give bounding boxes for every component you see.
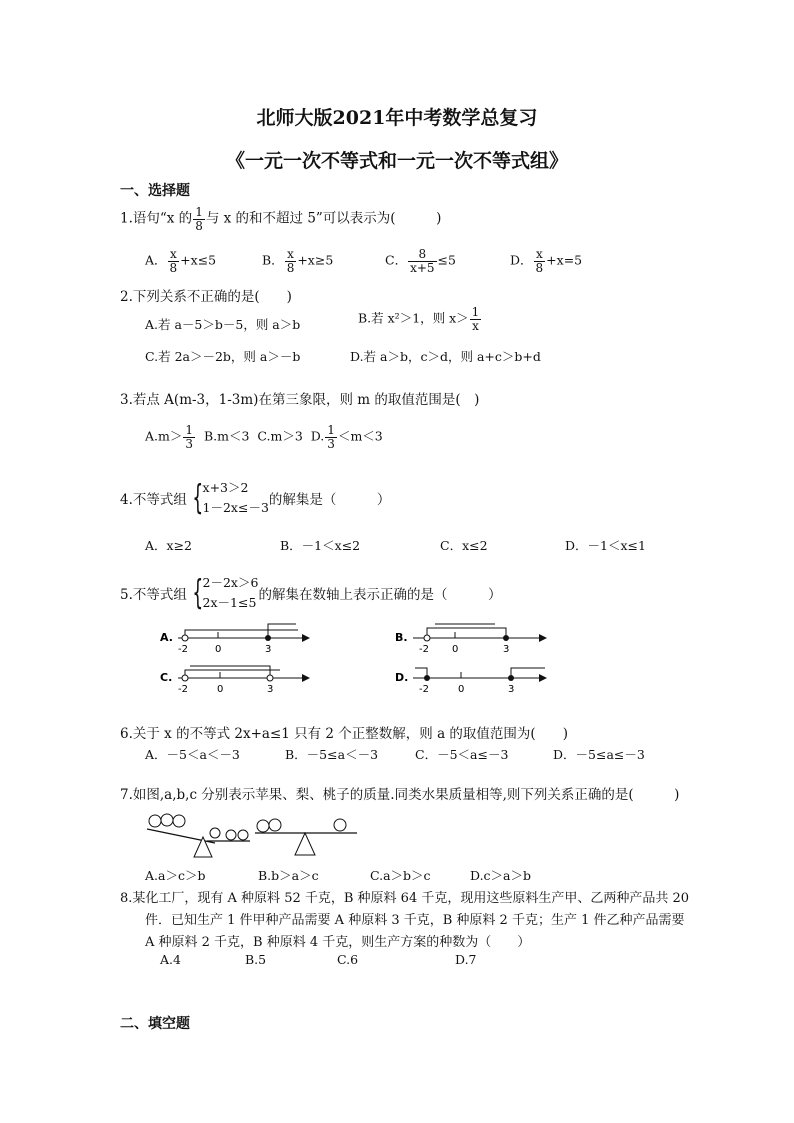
- question-5-stem: 5.不等式组 { 2－2x＞6 2x－1≤5 的解集在数轴上表示正确的是（ ）: [120, 573, 502, 613]
- q5-number-line-b: [395, 620, 555, 660]
- q4-option-c: C．x≤2: [440, 538, 488, 553]
- svg-text:-2: -2: [419, 684, 429, 695]
- svg-text:-2: -2: [178, 684, 188, 695]
- q1-suffix: 与 x 的和不超过 5”可以表示为( ): [205, 210, 442, 227]
- svg-text:B.: B.: [395, 631, 408, 644]
- page-subtitle: 《一元一次不等式和一元一次不等式组》: [225, 150, 568, 172]
- question-8-line-1: 8.某化工厂，现有 A 种原料 52 千克，B 种原料 64 千克，现用这些原料生产甲、乙两种产品共 20: [120, 891, 690, 906]
- q7-option-c: C.a＞b＞c: [370, 868, 431, 883]
- q4-option-b: B．－1＜x≤2: [280, 538, 361, 553]
- question-1-stem: [120, 206, 441, 232]
- brace-icon: {: [192, 478, 204, 518]
- svg-text:3: 3: [265, 644, 272, 655]
- q8-option-a: A.4: [160, 952, 181, 967]
- page-title: 北师大版2021年中考数学总复习: [256, 107, 538, 129]
- q5-number-line-d: [395, 660, 555, 700]
- svg-text:A.: A.: [160, 631, 173, 644]
- q7-option-a: A.a＞c＞b: [145, 868, 206, 883]
- question-7-stem: 7.如图,a,b,c 分别表示苹果、梨、桃子的质量.同类水果质量相等,则下列关系正确的是( ): [120, 787, 680, 803]
- q1-fraction: $\frac{1}{8}$: [195, 205, 203, 233]
- question-2-stem: 2.下列关系不正确的是( ): [120, 289, 292, 305]
- svg-text:3: 3: [508, 684, 515, 695]
- question-4-stem: 4.不等式组 { x+3＞2 1－2x≤－3 的解集是（ ）: [120, 478, 391, 518]
- q6-option-c: C．－5＜a≤－3: [415, 747, 509, 762]
- svg-text:D.: D.: [395, 671, 409, 684]
- q8-option-b: B.5: [245, 952, 267, 967]
- q1-prefix: 1.语句“x 的: [120, 210, 193, 227]
- svg-text:3: 3: [503, 644, 510, 655]
- q5-number-line-c: [160, 660, 320, 700]
- balance-scale-right: [255, 819, 357, 855]
- q6-option-a: A．－5＜a＜－3: [145, 747, 240, 762]
- svg-text:3: 3: [267, 684, 274, 695]
- q1-option-a: A． $\frac{x}{8}$ +x≤5: [145, 247, 217, 275]
- svg-text:0: 0: [217, 684, 224, 695]
- svg-text:0: 0: [215, 644, 222, 655]
- q6-option-b: B．－5≤a＜－3: [285, 747, 379, 762]
- q4-option-d: D．－1＜x≤1: [565, 538, 646, 553]
- balance-scales-figure: [145, 805, 360, 860]
- section-fill-heading: 二、填空题: [120, 1016, 190, 1032]
- question-8-line-2: 件．已知生产 1 件甲种产品需要 A 种原料 3 千克，B 种原料 2 千克；生产 1 件乙种产品需要: [145, 913, 685, 928]
- q1-option-d: D． $\frac{x}{8}$ +x=5: [510, 247, 583, 275]
- q2-option-a: A.若 a－5＞b－5，则 a＞b: [145, 317, 301, 332]
- question-3-stem: 3.若点 A(m-3，1-3m)在第三象限，则 m 的取值范围是( ): [120, 392, 480, 408]
- q6-option-d: D．－5≤a≤－3: [553, 747, 645, 762]
- q1-option-c: C． $\frac{8}{x+5}$ ≤5: [385, 247, 456, 275]
- q2-option-c: C.若 2a＞－2b，则 a＞－b: [145, 349, 301, 364]
- brace-icon: {: [192, 573, 204, 613]
- q7-option-b: B.b＞a＞c: [258, 868, 319, 883]
- q2-option-d: D.若 a＞b，c＞d，则 a+c＞b+d: [350, 349, 541, 364]
- section-choice-heading: 一、选择题: [120, 183, 190, 199]
- question-6-stem: 6.关于 x 的不等式 2x+a≤1 只有 2 个正整数解，则 a 的取值范围为( ): [120, 726, 568, 742]
- svg-text:C.: C.: [160, 671, 173, 684]
- question-8-line-3: A 种原料 2 千克，B 种原料 4 千克，则生产方案的种数为（ ）: [145, 935, 531, 950]
- q8-option-d: D.7: [455, 952, 477, 967]
- q7-option-d: D.c＞a＞b: [470, 868, 532, 883]
- svg-text:-2: -2: [178, 644, 188, 655]
- q4-option-a: A．x≥2: [145, 538, 193, 553]
- svg-text:0: 0: [458, 684, 465, 695]
- q3-options: A.m＞ $\frac{1}{3}$ B.m＜3 C.m＞3 D. $\frac{1}{3}$ ＜m＜3: [145, 423, 383, 451]
- svg-text:-2: -2: [419, 644, 429, 655]
- q2-option-b: B.若 x²＞1，则 x＞ $\frac{1}{x}$: [358, 305, 480, 333]
- q8-option-c: C.6: [337, 952, 359, 967]
- svg-text:0: 0: [452, 644, 459, 655]
- q1-option-b: B． $\frac{x}{8}$ +x≥5: [262, 247, 334, 275]
- balance-scale-left: [147, 814, 250, 857]
- q5-number-line-a: [160, 620, 320, 660]
